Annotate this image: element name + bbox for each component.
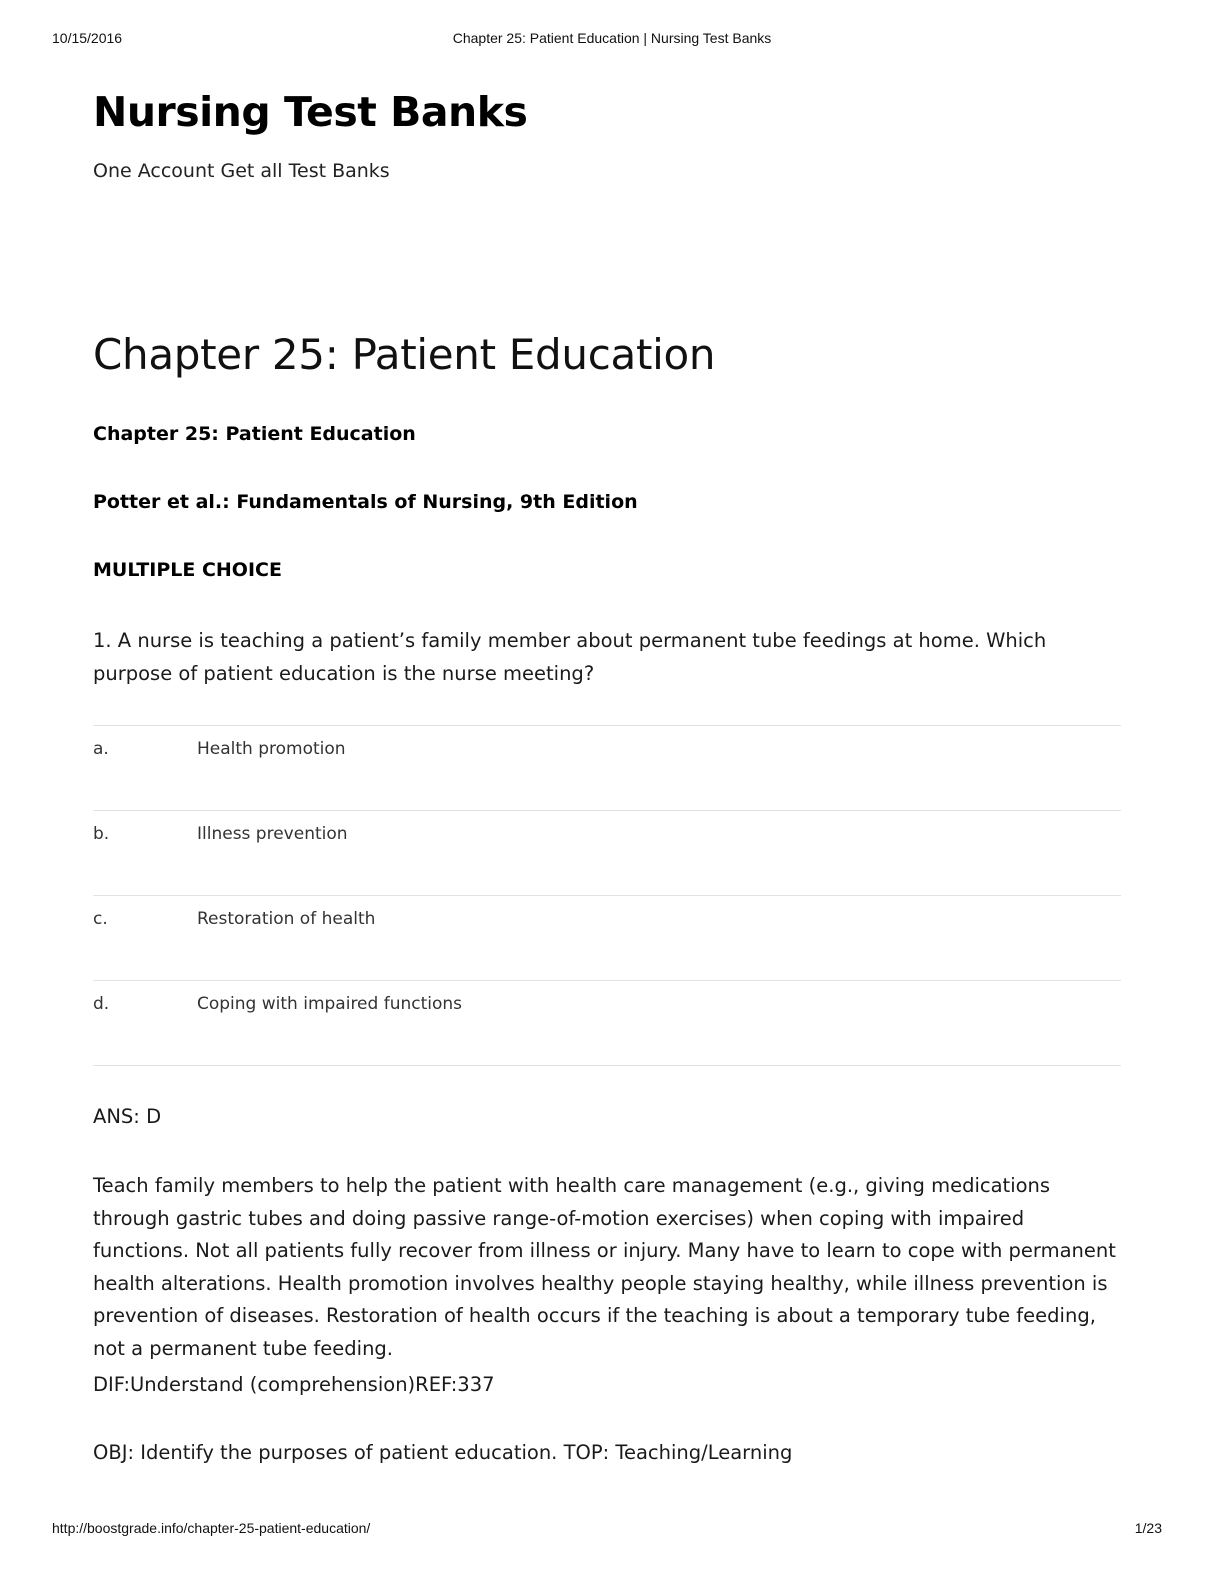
option-letter: c. <box>93 909 108 929</box>
section-label: MULTIPLE CHOICE <box>93 559 282 581</box>
option-letter: d. <box>93 994 110 1014</box>
option-text: Health promotion <box>197 739 346 759</box>
option-text: Coping with impaired functions <box>197 994 463 1014</box>
rationale-text: Teach family members to help the patient with health care management (e.g., giving medications through gastric tubes and doing passive range-of-motion exercises) when coping with impaired functions. Not all patients fully recover from illness or injury. Many have to learn to cope with permanent health alterations. Health promotion involves healthy people staying healthy, while illness prevention is prevention of diseases. Restoration of health occurs if the teaching is about a temporary tube feeding, not a permanent tube feeding. <box>93 1174 1116 1360</box>
page-title: Chapter 25: Patient Education <box>93 330 716 379</box>
chapter-subheading: Chapter 25: Patient Education <box>93 423 416 445</box>
question-text: 1. A nurse is teaching a patient’s family member about permanent tube feedings at home. Which purpose of patient education is the nurse meeting? <box>93 629 1047 685</box>
print-footer <box>52 1520 1162 1538</box>
book-subheading: Potter et al.: Fundamentals of Nursing, 9th Edition <box>93 491 638 513</box>
answer-key: ANS: D <box>93 1105 162 1128</box>
objective-topic: OBJ: Identify the purposes of patient education. TOP: Teaching/Learning <box>93 1441 793 1464</box>
difficulty-reference: DIF:Understand (comprehension)REF:337 <box>93 1373 495 1396</box>
option-row <box>93 895 1121 980</box>
print-doc-title: Chapter 25: Patient Education | Nursing Test Banks <box>452 30 772 46</box>
answer-options-table <box>93 725 1121 1066</box>
option-row <box>93 725 1121 810</box>
page-number: 1/23 <box>1134 1520 1162 1536</box>
print-header <box>52 30 1172 48</box>
print-url: http://boostgrade.info/chapter-25-patient-education/ <box>52 1520 371 1536</box>
option-text: Illness prevention <box>197 824 348 844</box>
site-title[interactable]: Nursing Test Banks <box>93 88 528 136</box>
option-row <box>93 980 1121 1066</box>
option-letter: b. <box>93 824 110 844</box>
option-letter: a. <box>93 739 109 759</box>
option-text: Restoration of health <box>197 909 376 929</box>
site-tagline: One Account Get all Test Banks <box>93 160 390 182</box>
option-row <box>93 810 1121 895</box>
print-date: 10/15/2016 <box>52 30 123 46</box>
